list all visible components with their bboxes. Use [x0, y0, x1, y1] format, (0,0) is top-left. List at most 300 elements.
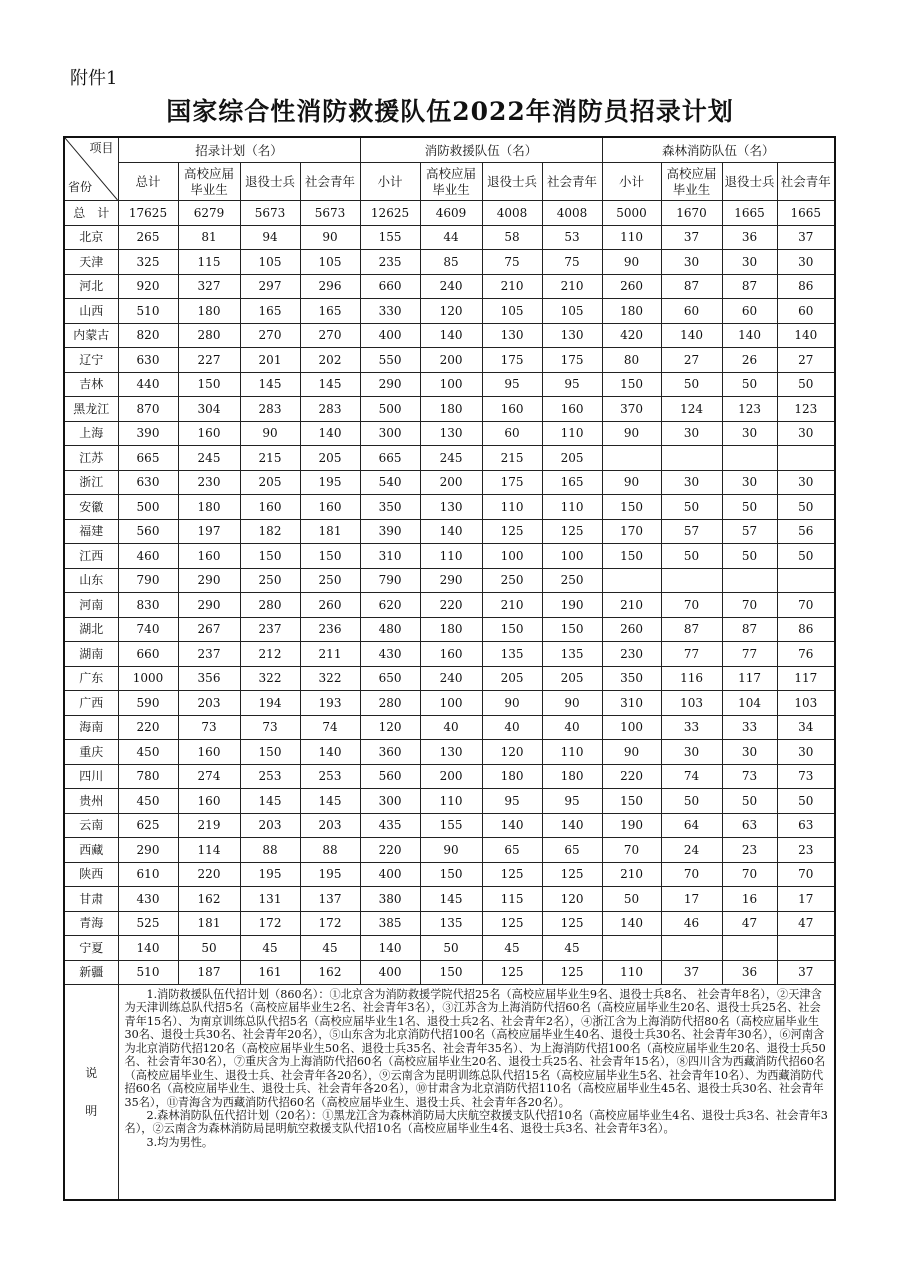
province-cell: 山东 — [64, 568, 118, 593]
value-cell: 130 — [482, 323, 542, 348]
value-cell: 270 — [300, 323, 360, 348]
value-cell: 123 — [777, 397, 835, 422]
value-cell: 660 — [118, 642, 178, 667]
value-cell: 180 — [420, 397, 482, 422]
value-cell: 283 — [300, 397, 360, 422]
group-header-forest: 森林消防队伍（名） — [602, 137, 835, 163]
value-cell: 370 — [602, 397, 661, 422]
value-cell: 73 — [777, 764, 835, 789]
total-value: 5673 — [240, 201, 300, 226]
value-cell: 175 — [482, 348, 542, 373]
value-cell: 135 — [420, 911, 482, 936]
value-cell: 50 — [602, 887, 661, 912]
value-cell: 290 — [360, 372, 420, 397]
value-cell: 150 — [602, 544, 661, 569]
value-cell: 30 — [777, 740, 835, 765]
value-cell: 17 — [777, 887, 835, 912]
value-cell: 140 — [118, 936, 178, 961]
value-cell: 665 — [360, 446, 420, 471]
value-cell: 237 — [240, 617, 300, 642]
value-cell: 230 — [178, 470, 240, 495]
value-cell: 322 — [240, 666, 300, 691]
value-cell: 58 — [482, 225, 542, 250]
value-cell: 210 — [482, 274, 542, 299]
value-cell: 40 — [482, 715, 542, 740]
value-cell: 920 — [118, 274, 178, 299]
province-cell: 贵州 — [64, 789, 118, 814]
value-cell: 150 — [300, 544, 360, 569]
value-cell: 47 — [777, 911, 835, 936]
value-cell — [722, 446, 777, 471]
province-cell: 海南 — [64, 715, 118, 740]
value-cell: 23 — [777, 838, 835, 863]
value-cell: 90 — [602, 740, 661, 765]
value-cell: 155 — [360, 225, 420, 250]
value-cell: 90 — [602, 250, 661, 275]
value-cell: 400 — [360, 323, 420, 348]
value-cell: 625 — [118, 813, 178, 838]
total-value: 4008 — [482, 201, 542, 226]
value-cell: 145 — [240, 372, 300, 397]
col-header-rescue-0: 小计 — [360, 163, 420, 201]
value-cell — [722, 568, 777, 593]
table-row — [64, 348, 835, 373]
value-cell: 145 — [300, 789, 360, 814]
value-cell: 73 — [178, 715, 240, 740]
table-row — [64, 250, 835, 275]
value-cell: 790 — [118, 568, 178, 593]
value-cell: 94 — [240, 225, 300, 250]
table-row — [64, 642, 835, 667]
value-cell: 227 — [178, 348, 240, 373]
value-cell: 46 — [661, 911, 722, 936]
value-cell: 181 — [178, 911, 240, 936]
value-cell: 30 — [722, 421, 777, 446]
table-row — [64, 789, 835, 814]
value-cell: 70 — [661, 862, 722, 887]
province-cell: 山西 — [64, 299, 118, 324]
value-cell: 30 — [661, 250, 722, 275]
value-cell: 390 — [118, 421, 178, 446]
value-cell: 77 — [661, 642, 722, 667]
value-cell: 327 — [178, 274, 240, 299]
value-cell: 620 — [360, 593, 420, 618]
value-cell: 110 — [542, 495, 602, 520]
value-cell: 70 — [661, 593, 722, 618]
value-cell: 175 — [482, 470, 542, 495]
value-cell — [722, 936, 777, 961]
table-row — [64, 887, 835, 912]
value-cell: 103 — [661, 691, 722, 716]
value-cell: 230 — [602, 642, 661, 667]
value-cell: 525 — [118, 911, 178, 936]
value-cell: 870 — [118, 397, 178, 422]
value-cell: 70 — [777, 593, 835, 618]
value-cell: 74 — [300, 715, 360, 740]
value-cell: 90 — [300, 225, 360, 250]
value-cell: 125 — [482, 519, 542, 544]
value-cell: 90 — [602, 421, 661, 446]
value-cell: 90 — [602, 470, 661, 495]
corner-header-cell — [64, 137, 118, 201]
value-cell: 73 — [240, 715, 300, 740]
value-cell: 220 — [178, 862, 240, 887]
value-cell: 140 — [542, 813, 602, 838]
value-cell: 65 — [542, 838, 602, 863]
total-value: 1670 — [661, 201, 722, 226]
note-paragraph-2: 2.森林消防队伍代招计划（20名）：①黑龙江含为森林消防局大庆航空救援支队代招10名（高校应届毕业生4名、退役士兵3名、社会青年3名），②云南含为森林消防局昆明航空救援支队代招10名（高校应届毕业生4名、退役士兵3名、社会青年3名）。 — [124, 1108, 828, 1136]
column-header-row — [64, 163, 835, 201]
value-cell: 150 — [482, 617, 542, 642]
value-cell: 100 — [420, 691, 482, 716]
value-cell: 36 — [722, 960, 777, 985]
value-cell: 75 — [482, 250, 542, 275]
value-cell: 50 — [661, 372, 722, 397]
province-cell: 陕西 — [64, 862, 118, 887]
value-cell: 360 — [360, 740, 420, 765]
col-header-plan-1: 高校应届毕业生 — [178, 163, 240, 201]
value-cell: 480 — [360, 617, 420, 642]
value-cell: 195 — [300, 862, 360, 887]
table-row — [64, 544, 835, 569]
value-cell: 117 — [722, 666, 777, 691]
value-cell — [661, 568, 722, 593]
value-cell: 265 — [118, 225, 178, 250]
value-cell: 140 — [482, 813, 542, 838]
value-cell: 435 — [360, 813, 420, 838]
value-cell: 250 — [300, 568, 360, 593]
value-cell: 160 — [178, 421, 240, 446]
value-cell: 86 — [777, 274, 835, 299]
table-row — [64, 274, 835, 299]
value-cell: 590 — [118, 691, 178, 716]
value-cell: 290 — [178, 593, 240, 618]
value-cell: 175 — [542, 348, 602, 373]
value-cell: 820 — [118, 323, 178, 348]
value-cell: 140 — [602, 911, 661, 936]
value-cell: 114 — [178, 838, 240, 863]
value-cell: 125 — [482, 960, 542, 985]
value-cell: 110 — [542, 421, 602, 446]
value-cell: 250 — [240, 568, 300, 593]
value-cell: 260 — [602, 274, 661, 299]
value-cell: 50 — [661, 544, 722, 569]
value-cell: 790 — [360, 568, 420, 593]
value-cell: 50 — [661, 789, 722, 814]
value-cell: 60 — [777, 299, 835, 324]
total-value: 4008 — [542, 201, 602, 226]
value-cell: 57 — [661, 519, 722, 544]
value-cell: 50 — [722, 495, 777, 520]
value-cell: 400 — [360, 862, 420, 887]
value-cell: 270 — [240, 323, 300, 348]
value-cell: 510 — [118, 960, 178, 985]
province-cell: 广西 — [64, 691, 118, 716]
notes-label-bottom: 明 — [85, 1104, 98, 1118]
value-cell: 37 — [777, 960, 835, 985]
value-cell: 220 — [118, 715, 178, 740]
value-cell: 203 — [240, 813, 300, 838]
value-cell: 1000 — [118, 666, 178, 691]
value-cell: 322 — [300, 666, 360, 691]
value-cell: 237 — [178, 642, 240, 667]
value-cell: 162 — [300, 960, 360, 985]
value-cell: 150 — [420, 862, 482, 887]
value-cell: 172 — [300, 911, 360, 936]
value-cell — [602, 446, 661, 471]
total-value: 5000 — [602, 201, 661, 226]
value-cell: 124 — [661, 397, 722, 422]
value-cell: 211 — [300, 642, 360, 667]
value-cell: 70 — [722, 593, 777, 618]
value-cell: 125 — [482, 862, 542, 887]
value-cell: 325 — [118, 250, 178, 275]
value-cell — [602, 936, 661, 961]
value-cell: 500 — [118, 495, 178, 520]
corner-label-item: 项目 — [89, 141, 114, 155]
value-cell: 140 — [420, 323, 482, 348]
value-cell: 70 — [722, 862, 777, 887]
province-cell: 四川 — [64, 764, 118, 789]
table-row — [64, 519, 835, 544]
value-cell: 310 — [602, 691, 661, 716]
value-cell: 80 — [602, 348, 661, 373]
value-cell: 30 — [722, 250, 777, 275]
table-row — [64, 764, 835, 789]
value-cell: 60 — [661, 299, 722, 324]
value-cell: 120 — [542, 887, 602, 912]
value-cell: 110 — [542, 740, 602, 765]
value-cell: 37 — [661, 960, 722, 985]
province-cell: 甘肃 — [64, 887, 118, 912]
province-cell: 江苏 — [64, 446, 118, 471]
province-cell: 黑龙江 — [64, 397, 118, 422]
value-cell — [661, 936, 722, 961]
value-cell: 300 — [360, 789, 420, 814]
value-cell: 120 — [360, 715, 420, 740]
value-cell: 100 — [420, 372, 482, 397]
value-cell: 290 — [178, 568, 240, 593]
value-cell: 304 — [178, 397, 240, 422]
value-cell: 205 — [240, 470, 300, 495]
value-cell: 103 — [777, 691, 835, 716]
value-cell: 90 — [542, 691, 602, 716]
value-cell: 740 — [118, 617, 178, 642]
value-cell: 274 — [178, 764, 240, 789]
value-cell: 245 — [178, 446, 240, 471]
value-cell: 290 — [118, 838, 178, 863]
value-cell: 170 — [602, 519, 661, 544]
value-cell: 180 — [178, 495, 240, 520]
value-cell: 88 — [240, 838, 300, 863]
value-cell: 150 — [602, 789, 661, 814]
value-cell: 26 — [722, 348, 777, 373]
value-cell: 160 — [482, 397, 542, 422]
value-cell: 110 — [420, 789, 482, 814]
province-cell: 福建 — [64, 519, 118, 544]
table-row — [64, 715, 835, 740]
notes-row — [64, 985, 835, 1201]
province-cell: 新疆 — [64, 960, 118, 985]
value-cell: 220 — [602, 764, 661, 789]
value-cell: 87 — [661, 274, 722, 299]
value-cell: 193 — [300, 691, 360, 716]
value-cell: 160 — [300, 495, 360, 520]
value-cell: 150 — [542, 617, 602, 642]
value-cell: 200 — [420, 764, 482, 789]
table-row — [64, 446, 835, 471]
value-cell: 135 — [542, 642, 602, 667]
value-cell: 33 — [661, 715, 722, 740]
value-cell: 203 — [300, 813, 360, 838]
value-cell: 400 — [360, 960, 420, 985]
value-cell: 253 — [240, 764, 300, 789]
total-row — [64, 201, 835, 226]
value-cell: 350 — [602, 666, 661, 691]
value-cell: 650 — [360, 666, 420, 691]
value-cell: 45 — [300, 936, 360, 961]
group-header-plan: 招录计划（名） — [118, 137, 360, 163]
value-cell: 780 — [118, 764, 178, 789]
province-cell: 安徽 — [64, 495, 118, 520]
value-cell: 115 — [178, 250, 240, 275]
table-row — [64, 911, 835, 936]
value-cell: 430 — [360, 642, 420, 667]
value-cell: 215 — [240, 446, 300, 471]
value-cell: 57 — [722, 519, 777, 544]
value-cell: 50 — [777, 495, 835, 520]
value-cell: 30 — [661, 421, 722, 446]
value-cell: 430 — [118, 887, 178, 912]
value-cell: 187 — [178, 960, 240, 985]
value-cell: 330 — [360, 299, 420, 324]
col-header-forest-2: 退役士兵 — [722, 163, 777, 201]
value-cell: 95 — [542, 372, 602, 397]
province-cell: 天津 — [64, 250, 118, 275]
col-header-rescue-1: 高校应届毕业生 — [420, 163, 482, 201]
value-cell: 30 — [777, 470, 835, 495]
value-cell: 660 — [360, 274, 420, 299]
value-cell — [777, 568, 835, 593]
table-row — [64, 299, 835, 324]
value-cell: 253 — [300, 764, 360, 789]
value-cell: 30 — [777, 421, 835, 446]
value-cell: 125 — [542, 519, 602, 544]
province-cell: 内蒙古 — [64, 323, 118, 348]
value-cell: 95 — [482, 789, 542, 814]
value-cell: 550 — [360, 348, 420, 373]
value-cell: 205 — [542, 446, 602, 471]
value-cell: 219 — [178, 813, 240, 838]
value-cell: 34 — [777, 715, 835, 740]
value-cell: 86 — [777, 617, 835, 642]
value-cell: 140 — [420, 519, 482, 544]
province-cell: 浙江 — [64, 470, 118, 495]
value-cell: 45 — [542, 936, 602, 961]
value-cell: 236 — [300, 617, 360, 642]
col-header-rescue-2: 退役士兵 — [482, 163, 542, 201]
value-cell: 180 — [178, 299, 240, 324]
value-cell: 50 — [722, 789, 777, 814]
value-cell: 63 — [722, 813, 777, 838]
value-cell: 160 — [178, 544, 240, 569]
notes-body — [118, 985, 835, 1201]
value-cell: 130 — [420, 495, 482, 520]
value-cell: 125 — [482, 911, 542, 936]
value-cell: 45 — [240, 936, 300, 961]
table-row — [64, 838, 835, 863]
value-cell: 190 — [602, 813, 661, 838]
value-cell: 665 — [118, 446, 178, 471]
value-cell: 17 — [661, 887, 722, 912]
value-cell: 630 — [118, 470, 178, 495]
value-cell: 245 — [420, 446, 482, 471]
notes-label-top: 说 — [85, 1065, 98, 1080]
value-cell: 205 — [300, 446, 360, 471]
value-cell: 110 — [482, 495, 542, 520]
value-cell: 201 — [240, 348, 300, 373]
value-cell: 150 — [240, 544, 300, 569]
value-cell: 27 — [661, 348, 722, 373]
value-cell: 150 — [602, 495, 661, 520]
value-cell: 50 — [777, 372, 835, 397]
value-cell: 123 — [722, 397, 777, 422]
total-value: 17625 — [118, 201, 178, 226]
value-cell: 150 — [420, 960, 482, 985]
value-cell: 137 — [300, 887, 360, 912]
total-value: 1665 — [722, 201, 777, 226]
province-cell: 重庆 — [64, 740, 118, 765]
value-cell: 250 — [482, 568, 542, 593]
value-cell: 40 — [420, 715, 482, 740]
value-cell: 81 — [178, 225, 240, 250]
recruitment-table — [63, 136, 836, 1201]
value-cell: 165 — [300, 299, 360, 324]
table-row — [64, 372, 835, 397]
value-cell: 60 — [482, 421, 542, 446]
table-row — [64, 936, 835, 961]
table-row — [64, 617, 835, 642]
value-cell: 140 — [360, 936, 420, 961]
province-cell: 上海 — [64, 421, 118, 446]
value-cell: 110 — [602, 960, 661, 985]
value-cell: 260 — [602, 617, 661, 642]
value-cell — [661, 446, 722, 471]
value-cell: 116 — [661, 666, 722, 691]
value-cell: 30 — [722, 740, 777, 765]
value-cell: 194 — [240, 691, 300, 716]
value-cell: 90 — [420, 838, 482, 863]
value-cell: 140 — [661, 323, 722, 348]
value-cell: 350 — [360, 495, 420, 520]
province-cell: 江西 — [64, 544, 118, 569]
table-row — [64, 495, 835, 520]
value-cell: 390 — [360, 519, 420, 544]
table-row — [64, 593, 835, 618]
value-cell: 145 — [300, 372, 360, 397]
value-cell: 150 — [240, 740, 300, 765]
province-cell: 青海 — [64, 911, 118, 936]
value-cell: 87 — [661, 617, 722, 642]
province-cell: 云南 — [64, 813, 118, 838]
value-cell: 24 — [661, 838, 722, 863]
value-cell: 155 — [420, 813, 482, 838]
value-cell: 240 — [420, 274, 482, 299]
value-cell: 205 — [482, 666, 542, 691]
value-cell: 210 — [542, 274, 602, 299]
total-value: 12625 — [360, 201, 420, 226]
total-label: 总 计 — [64, 201, 118, 226]
